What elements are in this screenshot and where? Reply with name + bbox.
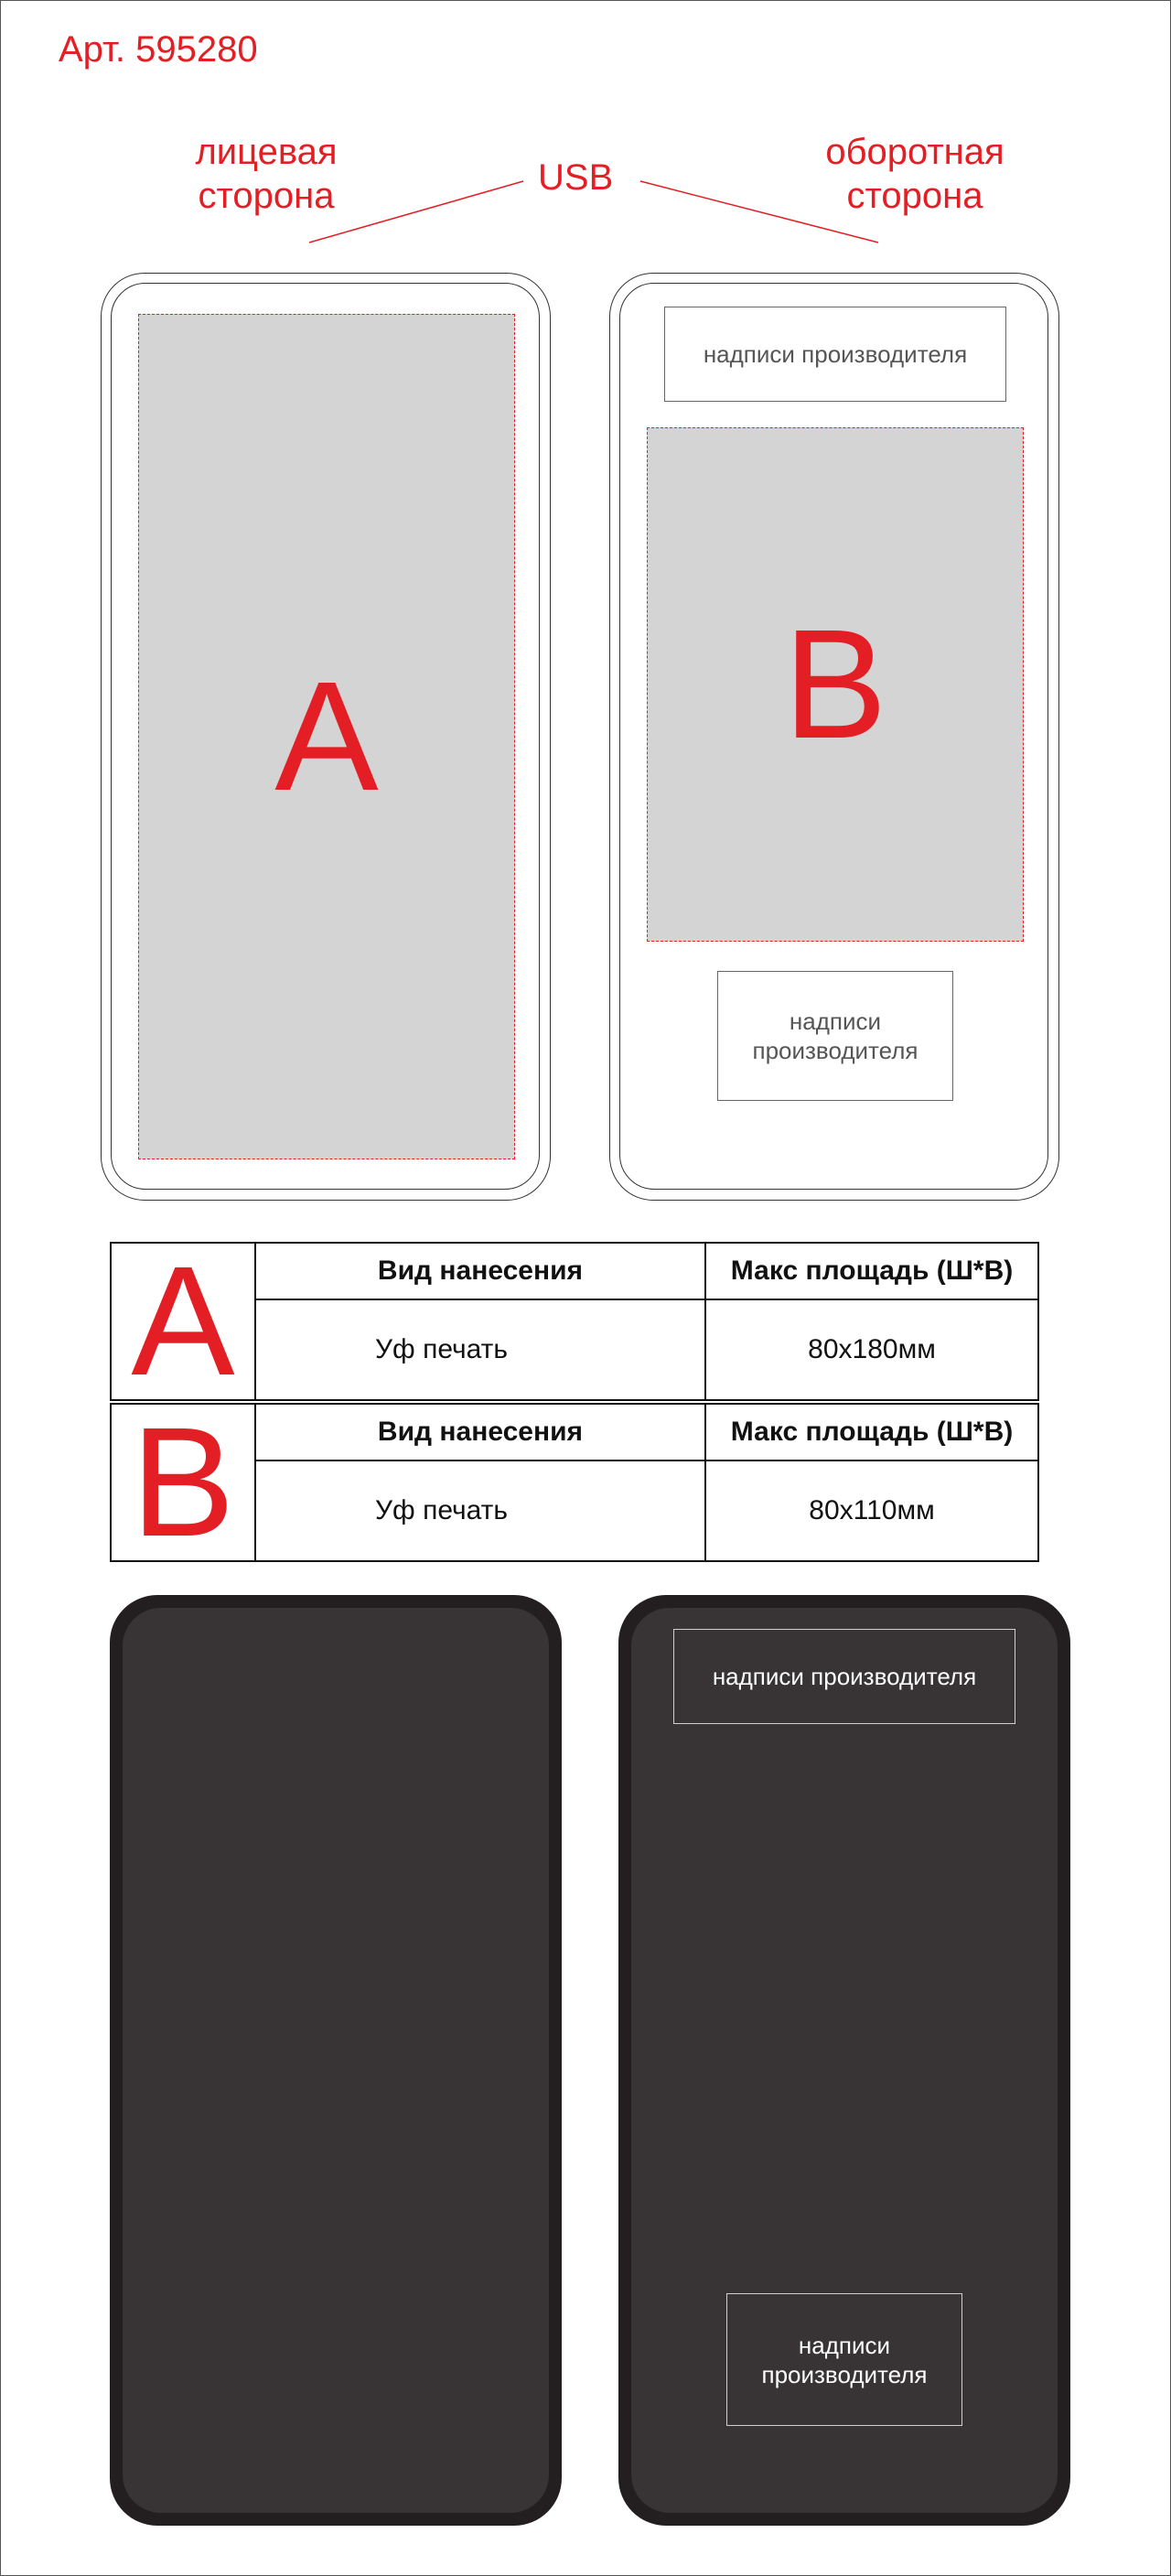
- spec-table-b-method: Уф печать: [255, 1460, 705, 1561]
- spec-table-a-method: Уф печать: [255, 1299, 705, 1400]
- usb-line-front: [309, 181, 523, 243]
- spec-table-a-area-header: Макс площадь (Ш*В): [705, 1243, 1038, 1299]
- usb-label: USB: [538, 157, 614, 198]
- back-device-photo: [618, 1595, 1070, 2526]
- front-device-photo: [110, 1595, 562, 2526]
- spec-table-b-area: 80x110мм: [705, 1460, 1038, 1561]
- spec-table-a: [110, 1234, 1039, 1408]
- print-area-a-letter: A: [274, 650, 379, 824]
- print-area-b-letter: B: [783, 598, 887, 771]
- spec-table-b: [110, 1396, 1039, 1569]
- back-device-outline: [609, 273, 1059, 1201]
- manufacturer-label-bottom: надписи производителя: [717, 971, 953, 1101]
- spec-table-b-letter: B: [111, 1404, 255, 1561]
- spec-table-a-letter: A: [111, 1243, 255, 1400]
- print-area-a: [138, 314, 515, 1159]
- spec-table-a-area: 80x180мм: [705, 1299, 1038, 1400]
- usb-pointer-lines: [0, 0, 1171, 275]
- spec-table-b-area-header: Макс площадь (Ш*В): [705, 1404, 1038, 1460]
- spec-table-a-method-header: Вид нанесения: [255, 1243, 705, 1299]
- back-side-label: оборотная сторона: [825, 132, 1004, 216]
- front-side-label: лицевая сторона: [195, 132, 338, 216]
- article-number: Арт. 595280: [59, 29, 258, 70]
- usb-line-back: [640, 181, 878, 243]
- front-device-body: [123, 1608, 549, 2513]
- manufacturer-label-top: надписи производителя: [664, 307, 1006, 402]
- print-area-b: [647, 427, 1024, 942]
- manufacturer-label-dark-bottom: надписи производителя: [726, 2293, 962, 2426]
- spec-table-b-method-header: Вид нанесения: [255, 1404, 705, 1460]
- front-device-outline: [101, 273, 551, 1201]
- manufacturer-label-dark-top: надписи производителя: [673, 1629, 1015, 1724]
